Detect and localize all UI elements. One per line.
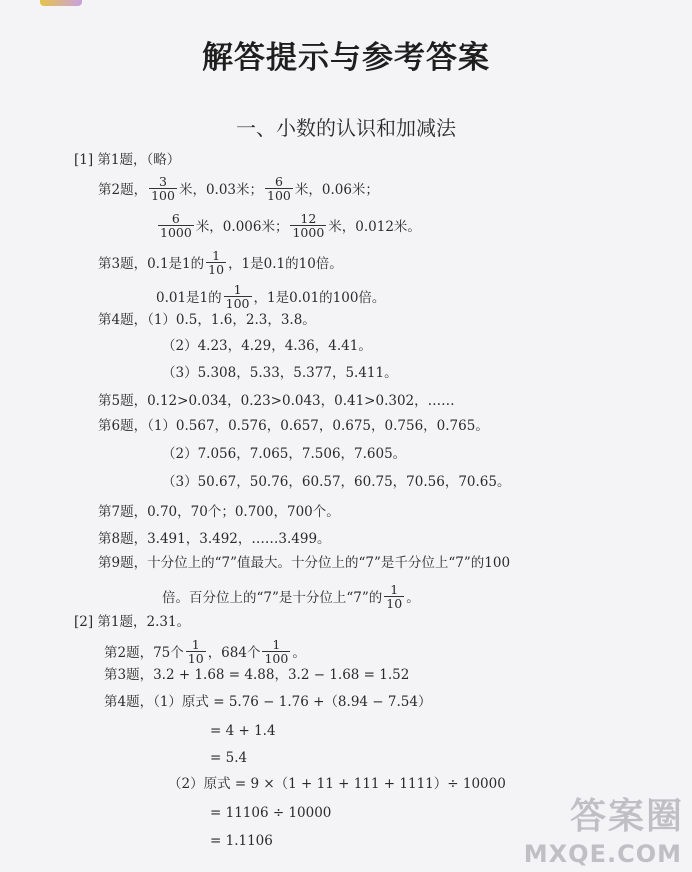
fraction: $\frac{12}{1000}$ — [292, 211, 325, 241]
part1-q2-line2: $\frac{6}{1000}$ 米，0.006米； $\frac{12}{1000}$ 米，0.012米。 — [160, 211, 421, 241]
corner-decoration — [40, 0, 82, 6]
part-label: [2] — [74, 614, 94, 630]
part1-q6-1: 第6题，（1）0.567，0.576，0.657，0.675，0.756，0.765。 — [98, 418, 489, 434]
part2-q3: 第3题，3.2 + 1.68 = 4.88，3.2 − 1.68 = 1.52 — [104, 667, 410, 683]
section-heading: 一、小数的认识和加减法 — [236, 116, 456, 140]
part1-q1: [1] 第1题，（略） — [74, 152, 181, 168]
fraction: $\frac{1}{10}$ — [187, 637, 204, 667]
watermark — [494, 788, 684, 868]
fraction: $\frac{1}{10}$ — [208, 248, 225, 278]
page-title: 解答提示与参考答案 — [202, 40, 490, 76]
part1-q3-line2: 0.01是1的 $\frac{1}{100}$ ，1是0.01的100倍。 — [156, 282, 386, 312]
part1-q4-3: （3）5.308，5.33，5.377，5.411。 — [162, 365, 398, 381]
part1-q8: 第8题，3.491，3.492，……3.499。 — [98, 531, 331, 547]
watermark-logo-text: 答案圈 — [569, 796, 684, 837]
part1-q3-line1: 第3题，0.1是1的 $\frac{1}{10}$ ，1是0.1的10倍。 — [98, 248, 343, 278]
part2-q4-1: 第4题，（1）原式 = 5.76 − 1.76 +（8.94 − 7.54） — [104, 694, 432, 710]
part2-q4-2: （2）原式 = 9 ×（1 + 11 + 111 + 1111）÷ 10000 — [168, 776, 506, 792]
part1-q4-1: 第4题，（1）0.5，1.6，2.3，3.8。 — [98, 312, 316, 328]
part2-q4-1a: = 4 + 1.4 — [210, 723, 276, 739]
fraction: $\frac{1}{100}$ — [225, 282, 250, 312]
part1-q6-2: （2）7.056，7.065，7.506，7.605。 — [162, 446, 407, 462]
fraction: $\frac{6}{1000}$ — [160, 211, 192, 241]
watermark-url: MXQE.COM — [523, 840, 682, 868]
part1-q5: 第5题，0.12>0.034，0.23>0.043，0.41>0.302，…… — [98, 393, 455, 409]
fraction: $\frac{1}{10}$ — [386, 582, 403, 612]
part1-q7: 第7题，0.70，70个；0.700，700个。 — [98, 504, 340, 520]
part2-q2: 第2题，75个 $\frac{1}{10}$ ，684个 $\frac{1}{100}$ 。 — [104, 637, 306, 667]
part1-q9-line1: 第9题，十分位上的“7”值最大。十分位上的“7”是千分位上“7”的100 — [98, 555, 511, 571]
fraction: $\frac{3}{100}$ — [151, 174, 175, 204]
part-label: [1] — [74, 152, 94, 168]
part1-q9-line2: 倍。百分位上的“7”是十分位上“7”的 $\frac{1}{10}$ 。 — [162, 582, 420, 612]
part1-q2-line1: 第2题， $\frac{3}{100}$ 米，0.03米； $\frac{6}{100}$ 米，0.06米； — [98, 174, 379, 204]
part2-q4-2a: = 11106 ÷ 10000 — [210, 805, 332, 821]
part2-q4-1b: = 5.4 — [210, 750, 248, 766]
part1-q4-2: （2）4.23，4.29，4.36，4.41。 — [162, 338, 372, 354]
part1-q6-3: （3）50.67，50.76，60.57，60.75，70.56，70.65。 — [162, 474, 511, 490]
fraction: $\frac{1}{100}$ — [264, 637, 289, 667]
part2-q4-2b: = 1.1106 — [210, 833, 273, 849]
part2-q1: [2] 第1题，2.31。 — [74, 614, 191, 630]
fraction: $\frac{6}{100}$ — [267, 174, 291, 204]
